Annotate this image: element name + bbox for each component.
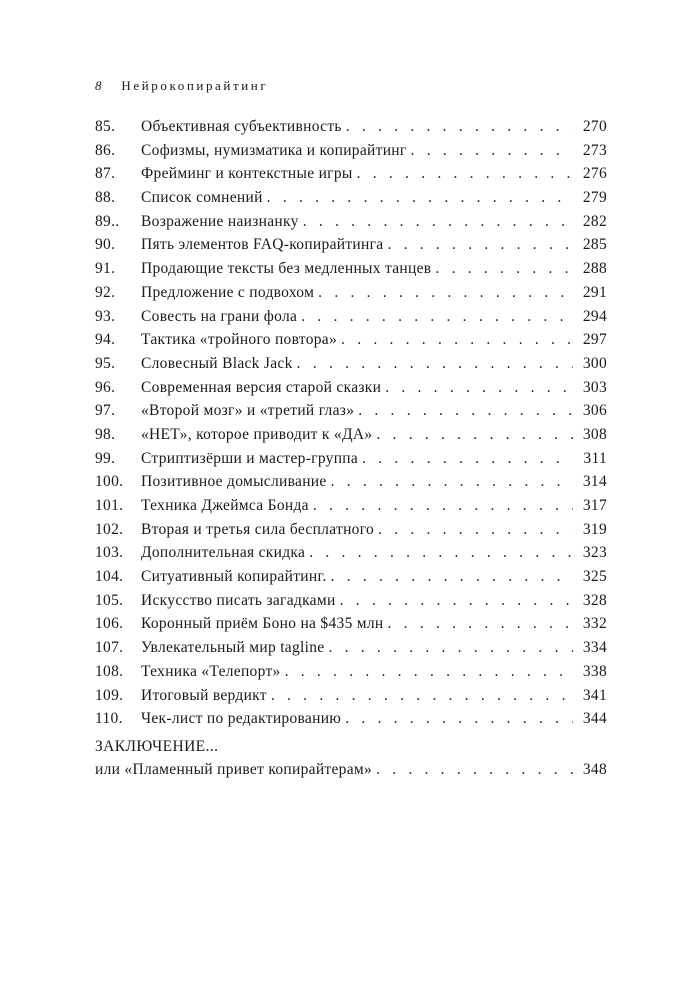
dot-leader [435,260,573,278]
toc-entry-number: 86. [95,141,116,159]
toc-entry-title: Стриптизёрши и мастер-группа [141,449,359,467]
toc-entry[interactable] [95,355,607,379]
toc-entry-title: Ситуативный копирайтинг. [141,568,327,586]
toc-entry[interactable] [95,615,607,639]
toc-entry[interactable] [95,687,607,711]
toc-entry-title: «Второй мозг» и «третий глаз» [141,402,355,420]
toc-entry-number: 99. [95,449,116,467]
toc-entry[interactable] [95,568,607,592]
toc-entry-title: Тактика «тройного повтора» [141,331,338,349]
toc-entry-title: Софизмы, нумизматика и копирайтинг [141,141,407,159]
toc-entry-page: 285 [582,236,607,254]
dot-leader [357,165,573,183]
dot-leader [285,663,573,681]
toc-entry-page: 297 [582,331,607,349]
toc-entry[interactable] [95,331,607,355]
toc-entry[interactable] [95,284,607,308]
dot-leader [267,189,573,207]
toc-entry[interactable] [95,592,607,616]
toc-entry-title: Совесть на грани фола [141,307,298,325]
toc-entry-page: 282 [582,212,607,230]
toc-entry-page: 314 [582,473,607,491]
toc-entry-number: 92. [95,283,116,301]
toc-entry-page: 328 [582,591,607,609]
toc-entry-number: 90. [95,236,116,254]
dot-leader [376,761,573,779]
toc-entry[interactable] [95,544,607,568]
running-head [95,78,268,94]
toc-entry-title: Предложение с подвохом [141,283,315,301]
toc-entry-number: 98. [95,425,116,443]
toc-entry-page: 300 [582,354,607,372]
toc-entry[interactable] [95,142,607,166]
toc-entry-number: 88. [95,189,116,207]
toc-entry-page: 276 [582,165,607,183]
toc-entry[interactable] [95,402,607,426]
toc-entry[interactable] [95,118,607,142]
toc-entry[interactable] [95,710,607,734]
page-number: 8 [95,78,102,93]
toc-entry-page: 344 [582,710,607,728]
toc-entry-title: Современная версия старой сказки [141,378,382,396]
dot-leader [345,710,573,728]
toc-entry-title: Искусство писать загадками [141,591,336,609]
dot-leader [297,355,573,373]
toc-entry-title: «НЕТ», которое приводит к «ДА» [141,425,373,443]
book-title: Нейрокопирайтинг [121,78,269,93]
toc-entry-page: 273 [582,141,607,159]
toc-entry-page: 294 [582,307,607,325]
dot-leader [331,473,573,491]
toc-entry[interactable] [95,639,607,663]
toc-entry-number: 91. [95,260,116,278]
dot-leader [340,592,573,610]
toc-entry-page: 332 [582,615,607,633]
dot-leader [385,379,573,397]
toc-entry-number: 85. [95,118,116,135]
toc-entry-page: 308 [582,425,607,443]
toc-entry-title: Итоговый вердикт [141,686,267,704]
toc-entry[interactable] [95,379,607,403]
dot-leader [376,426,573,444]
dot-leader [301,308,573,326]
conclusion-entry[interactable] [95,761,607,779]
toc-entry[interactable] [95,521,607,545]
conclusion-section [95,738,607,779]
dot-leader [341,331,573,349]
toc-entry-page: 323 [582,544,607,562]
toc-entry-number: 103. [95,544,124,562]
toc-entry[interactable] [95,189,607,213]
conclusion-heading: ЗАКЛЮЧЕНИЕ... [95,738,219,755]
toc-entry-title: Список сомнений [141,189,263,207]
toc-entry-page: 288 [582,260,607,278]
toc-entry-number: 100. [95,473,124,491]
toc-entry-title: Дополнительная скидка [141,544,306,562]
toc-entry-number: 104. [95,568,124,586]
toc-entry-page: 317 [582,497,607,514]
toc-entry-title: Возражение наизнанку [141,212,299,230]
table-of-contents [95,118,607,734]
toc-entry[interactable] [95,236,607,260]
toc-entry-number: 95. [95,354,116,372]
conclusion-subtitle: или «Пламенный привет копирайтерам» [95,761,373,778]
dot-leader [388,615,573,633]
toc-entry[interactable] [95,473,607,497]
toc-entry[interactable] [95,165,607,189]
dot-leader [411,142,573,160]
dot-leader [362,450,573,468]
toc-entry-number: 96. [95,378,116,396]
dot-leader [387,236,573,254]
toc-entry-number: 87. [95,165,116,183]
toc-entry-title: Вторая и третья сила бесплатного [141,520,375,538]
toc-entry-page: 341 [582,686,607,704]
dot-leader [358,402,573,420]
dot-leader [346,118,573,136]
toc-entry-title: Словесный Black Jack [141,354,293,372]
toc-entry-title: Техника «Телепорт» [141,662,281,680]
toc-entry-number: 106. [95,615,124,633]
toc-entry-title: Продающие тексты без медленных танцев [141,260,432,278]
toc-entry-number: 94. [95,331,116,349]
toc-entry[interactable] [95,260,607,284]
toc-entry-page: 338 [582,662,607,680]
toc-entry-number: 89.. [95,212,120,230]
conclusion-page: 348 [582,761,607,778]
toc-entry-number: 110. [95,710,123,728]
toc-entry-title: Пять элементов FAQ-копирайтинга [141,236,384,254]
dot-leader [328,639,573,657]
toc-entry-title: Техника Джеймса Бонда [141,497,309,514]
toc-entry[interactable] [95,426,607,450]
dot-leader [318,284,573,302]
toc-entry-number: 109. [95,686,124,704]
toc-entry[interactable] [95,213,607,237]
toc-entry-page: 279 [582,189,607,207]
dot-leader [271,687,573,705]
toc-entry[interactable] [95,308,607,332]
toc-entry-title: Чек-лист по редактированию [141,710,342,728]
toc-entry-number: 107. [95,639,124,657]
toc-entry-title: Объективная субъективность [141,118,342,135]
toc-entry-title: Фрейминг и контекстные игры [141,165,353,183]
dot-leader [313,497,573,515]
toc-entry-page: 270 [582,118,607,135]
dot-leader [303,213,573,231]
toc-entry-number: 102. [95,520,124,538]
toc-entry-page: 303 [582,378,607,396]
toc-entry-page: 325 [582,568,607,586]
toc-entry-number: 108. [95,662,124,680]
toc-entry-page: 291 [582,283,607,301]
toc-entry-number: 93. [95,307,116,325]
toc-entry-page: 311 [583,449,607,467]
toc-entry-title: Коронный приём Боно на $435 млн [141,615,384,633]
dot-leader [378,521,573,539]
toc-entry[interactable] [95,497,607,521]
toc-entry-title: Увлекательный мир tagline [141,639,325,657]
toc-entry-number: 101. [95,497,124,514]
toc-entry-page: 306 [582,402,607,420]
dot-leader [309,544,573,562]
toc-entry[interactable] [95,450,607,474]
dot-leader [331,568,573,586]
toc-entry-page: 334 [582,639,607,657]
toc-entry-title: Позитивное домысливание [141,473,327,491]
toc-entry-number: 97. [95,402,116,420]
toc-entry-page: 319 [582,520,607,538]
toc-entry-number: 105. [95,591,124,609]
toc-entry[interactable] [95,663,607,687]
